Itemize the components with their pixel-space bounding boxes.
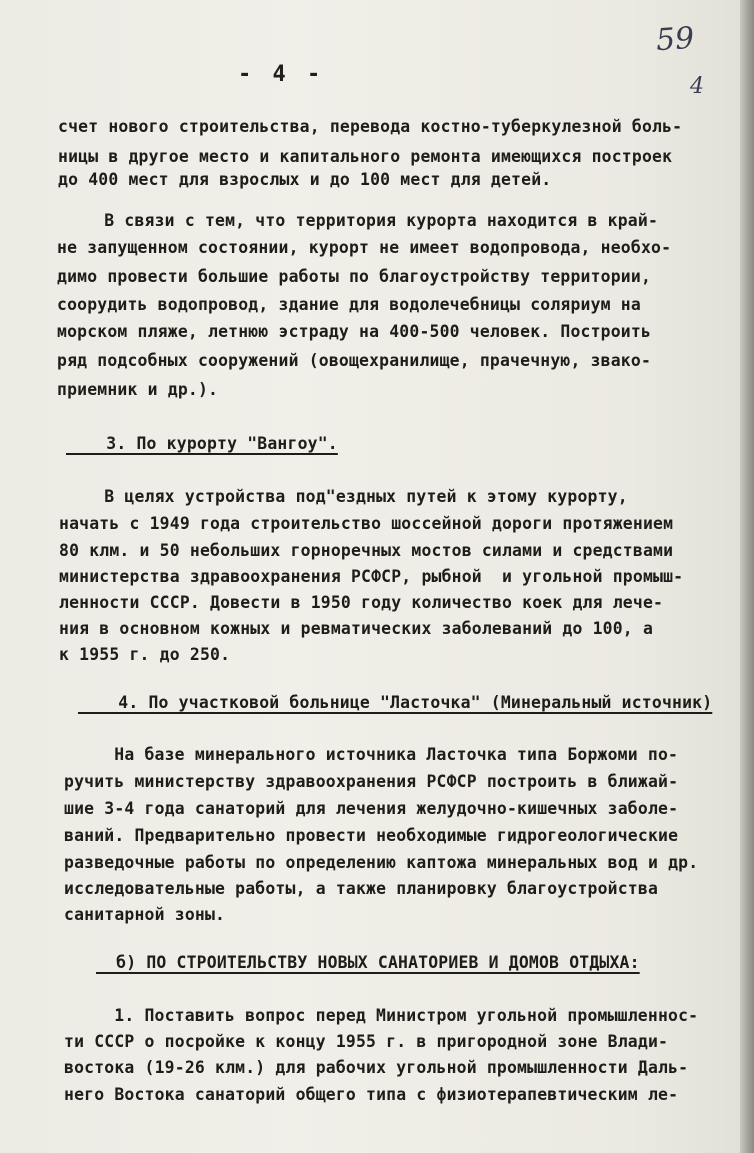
archive-folio-sub: 4 <box>690 74 704 99</box>
text-line: ручить министерству здравоохранения РСФСР построить в ближай- <box>64 772 679 791</box>
text-line: димо провести большие работы по благоустройству территории, <box>57 267 652 286</box>
text-line: счет нового строительства, перевода костно-туберкулезной боль- <box>58 117 683 136</box>
section-heading: 4. По участковой больнице "Ласточка" (Минеральный источник) <box>78 693 713 712</box>
text-line: министерства здравоохранения РСФСР, рыбной и угольной промыш- <box>59 567 684 586</box>
text-line: ваний. Предварительно провести необходимые гидрогеологические <box>64 826 679 845</box>
text-line: 1. Поставить вопрос перед Министром угольной промышленнос- <box>74 1006 699 1025</box>
page-number: - 4 - <box>238 62 325 87</box>
text-line: до 400 мест для взрослых и до 100 мест для детей. <box>58 170 552 189</box>
text-line: ленности СССР. Довести в 1950 году количество коек для лече- <box>59 593 664 612</box>
text-line: ницы в другое место и капитального ремонта имеющихся построек <box>58 147 673 166</box>
text-line: 80 клм. и 50 небольших горноречных мостов силами и средствами <box>59 541 674 560</box>
text-line: В целях устройства под"ездных путей к этому курорту, <box>64 487 628 506</box>
text-line: востока (19-26 клм.) для рабочих угольной промышленности Даль- <box>64 1058 689 1077</box>
binding-edge <box>740 0 754 1153</box>
text-line: ния в основном кожных и ревматических заболеваний до 100, а <box>59 619 654 638</box>
text-line: морском пляже, летнюю эстраду на 400-500 человек. Построить <box>57 322 652 341</box>
text-line: На базе минерального источника Ласточка типа Боржоми по- <box>74 745 679 764</box>
archive-folio-number: 59 <box>654 20 696 59</box>
section-heading: 3. По курорту "Вангоу". <box>66 434 338 453</box>
text-line: соорудить водопровод, здание для водолечебницы соляриум на <box>57 295 641 314</box>
text-line: шие 3-4 года санаторий для лечения желудочно-кишечных заболе- <box>64 799 679 818</box>
text-line: исследовательные работы, а также планировку благоустройства <box>64 879 659 898</box>
text-line: В связи с тем, что территория курорта находится в край- <box>64 211 659 230</box>
text-line: санитарной зоны. <box>64 905 226 924</box>
section-heading: б) ПО СТРОИТЕЛЬСТВУ НОВЫХ САНАТОРИЕВ И ДОМОВ ОТДЫХА: <box>96 953 640 972</box>
text-line: него Востока санаторий общего типа с физиотерапевтическим ле- <box>64 1085 679 1104</box>
text-line: начать с 1949 года строительство шоссейной дороги протяжением <box>59 514 674 533</box>
text-line: ряд подсобных сооружений (овощехранилище, прачечную, звако- <box>57 351 652 370</box>
text-line: ти СССР о посройке к концу 1955 г. в пригородной зоне Влади- <box>64 1032 669 1051</box>
text-line: разведочные работы по определению каптожа минеральных вод и др. <box>64 853 699 872</box>
text-line: приемник и др.). <box>57 380 219 399</box>
text-line: к 1955 г. до 250. <box>59 645 231 664</box>
text-line: не запущенном состоянии, курорт не имеет водопровода, необхо- <box>57 238 672 257</box>
